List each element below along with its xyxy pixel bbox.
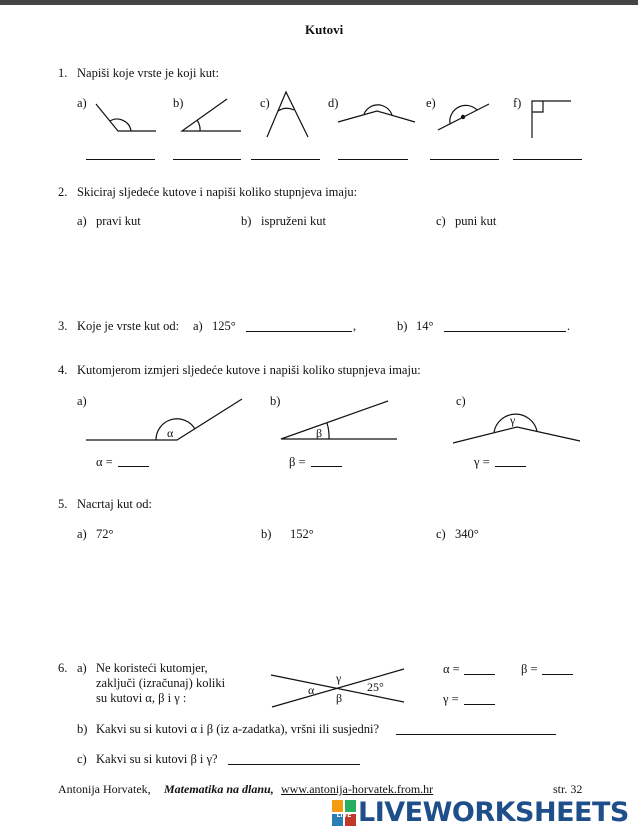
q5-number: 5.	[58, 497, 68, 511]
q6-label-b: b)	[77, 722, 88, 736]
q4-beta-answer-label: β =	[289, 455, 306, 469]
q1-number: 1.	[58, 66, 68, 80]
q1-label-a: a)	[77, 96, 87, 110]
q5-label-c: c)	[436, 527, 446, 541]
q1-label-f: f)	[513, 96, 522, 110]
q6-alpha-answer-blank[interactable]	[464, 674, 495, 675]
q6-text-a-line3: su kutovi α, β i γ :	[96, 691, 187, 705]
liveworksheets-logo-icon	[332, 800, 356, 826]
q1-label-d: d)	[328, 96, 339, 110]
q2-text-b: ispruženi kut	[261, 214, 326, 228]
q2-text-a: pravi kut	[96, 214, 141, 228]
q4-number: 4.	[58, 363, 68, 377]
q6-gamma-answer-blank[interactable]	[464, 704, 495, 705]
q6-figure-angle-25: 25°	[367, 680, 384, 694]
q1-text: Napiši koje vrste je koji kut:	[77, 66, 219, 80]
q1-label-c: c)	[260, 96, 270, 110]
q6-answer-blank-c[interactable]	[228, 764, 360, 765]
q3-label-a: a)	[193, 319, 203, 333]
q5-text: Nacrtaj kut od:	[77, 497, 152, 511]
q4-label-a: a)	[77, 394, 87, 408]
q6-beta-answer-label: β =	[521, 662, 538, 676]
q3-label-b: b)	[397, 319, 408, 333]
q5-value-c: 340°	[455, 527, 479, 541]
q5-label-b: b)	[261, 527, 272, 541]
footer-book-title-text: Matematika na dlanu,	[164, 782, 274, 796]
q6-text-a-line1: Ne koristeći kutomjer,	[96, 661, 208, 675]
footer-author: Antonija Horvatek,	[58, 782, 151, 796]
q6-text-c: Kakvi su si kutovi β i γ?	[96, 752, 218, 766]
q3-value-a: 125°	[212, 319, 236, 333]
liveworksheets-watermark: LIVEWORKSHEETS	[358, 797, 629, 828]
q2-label-c: c)	[436, 214, 446, 228]
q3-number: 3.	[58, 319, 68, 333]
q6-label-c: c)	[77, 752, 87, 766]
q2-label-b: b)	[241, 214, 252, 228]
q4-gamma-answer-label: γ =	[474, 455, 490, 469]
q6-label-a: a)	[77, 661, 87, 675]
q2-number: 2.	[58, 185, 68, 199]
q4-gamma-symbol: γ	[510, 413, 516, 427]
footer-website-link[interactable]: www.antonija-horvatek.from.hr	[281, 782, 434, 796]
q4-alpha-symbol: α	[167, 426, 174, 440]
q6-gamma-answer-label: γ =	[443, 692, 459, 706]
q2-label-a: a)	[77, 214, 87, 228]
q4-alpha-answer-label: α =	[96, 455, 113, 469]
q4-label-b: b)	[270, 394, 281, 408]
liveworksheets-logo-letters: LIVE	[336, 812, 352, 819]
q6-text-b: Kakvi su si kutovi α i β (iz a-zadatka), vršni ili susjedni?	[96, 722, 379, 736]
q6-figure-gamma: γ	[336, 671, 342, 685]
q1-label-b: b)	[173, 96, 184, 110]
q5-label-a: a)	[77, 527, 87, 541]
q5-value-b: 152°	[290, 527, 314, 541]
q3-text: Koje je vrste kut od:	[77, 319, 180, 333]
page-title: Kutovi	[305, 22, 344, 37]
q6-alpha-answer-label: α =	[443, 662, 460, 676]
q6-figure-alpha: α	[308, 683, 315, 697]
footer-book-title	[164, 782, 274, 797]
q1-label-e: e)	[426, 96, 436, 110]
q6-number: 6.	[58, 661, 68, 675]
q4-text: Kutomjerom izmjeri sljedeće kutove i napiši koliko stupnjeva imaju:	[77, 363, 421, 377]
q4-label-c: c)	[456, 394, 466, 408]
q6-figure-beta: β	[336, 691, 343, 705]
q3-separator-b: .	[567, 319, 571, 333]
q2-text-c: puni kut	[455, 214, 497, 228]
q6-text-a-line2: zaključi (izračunaj) koliki	[96, 676, 226, 690]
q5-value-a: 72°	[96, 527, 114, 541]
q3-value-b: 14°	[416, 319, 434, 333]
q3-separator-a: ,	[353, 319, 357, 333]
q4-beta-symbol: β	[316, 426, 323, 440]
q2-text: Skiciraj sljedeće kutove i napiši koliko stupnjeva imaju:	[77, 185, 358, 199]
footer-page-number: str. 32	[553, 782, 583, 796]
q6-beta-answer-blank[interactable]	[542, 674, 573, 675]
q6-answer-blank-b[interactable]	[396, 734, 556, 735]
